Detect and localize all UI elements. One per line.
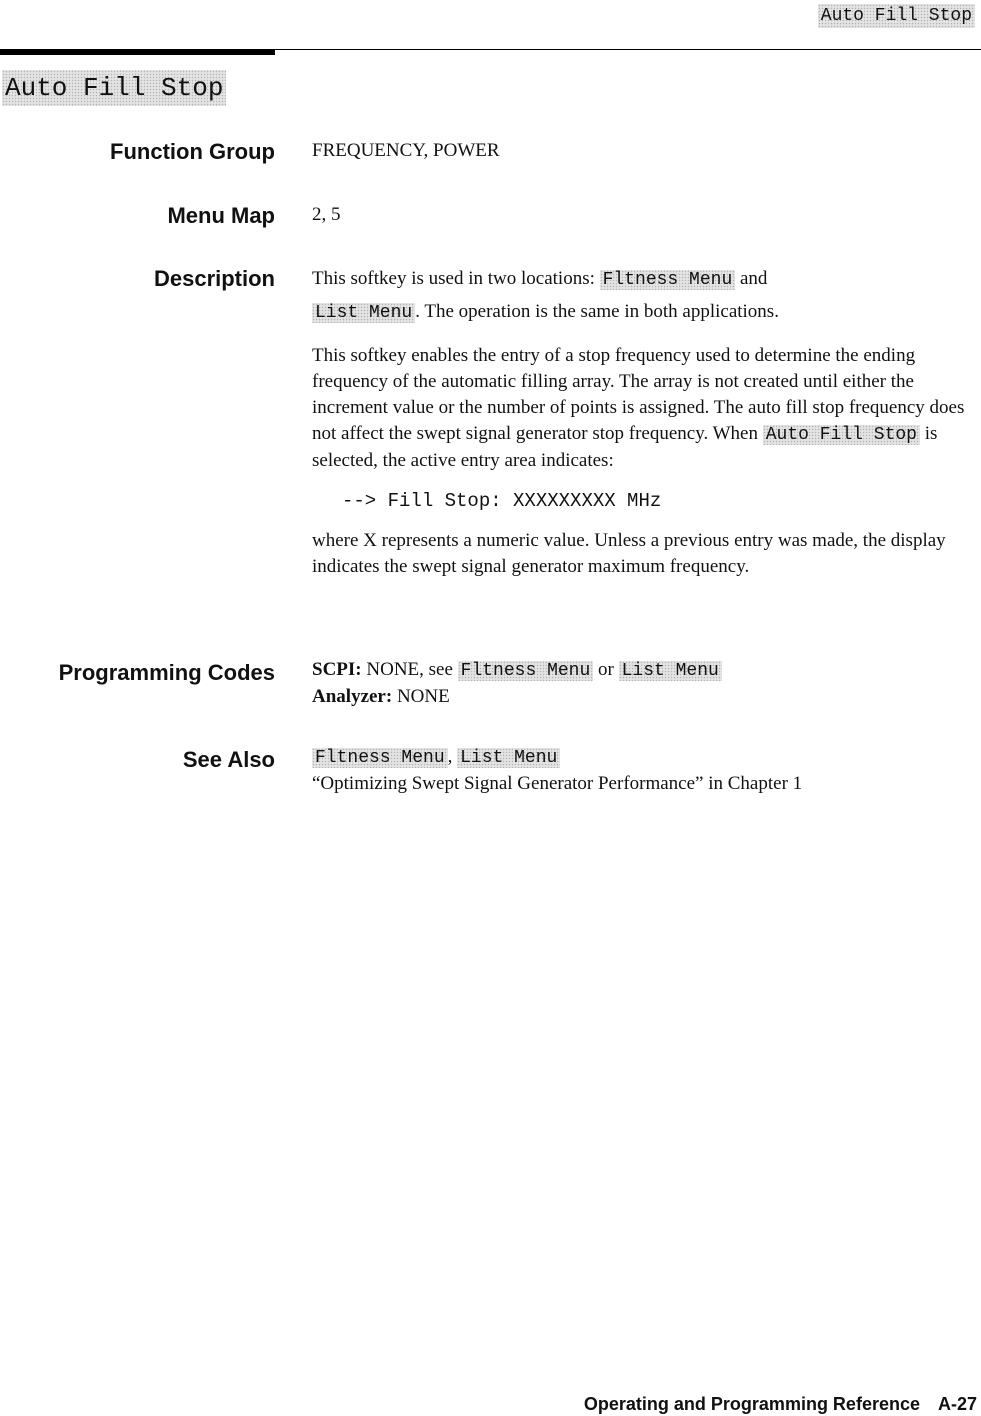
page-footer: [584, 1392, 977, 1416]
running-head-title: Auto Fill Stop: [818, 4, 975, 28]
function-group-label: Function Group: [110, 139, 275, 164]
analyzer-line: [312, 684, 980, 710]
scpi-text: NONE, see: [366, 659, 453, 680]
footer-section-title: Operating and Programming Reference: [583, 1394, 920, 1414]
see-also-reference: “Optimizing Swept Signal Generator Performance” in Chapter 1: [312, 773, 803, 794]
active-entry-readout: --> Fill Stop: XXXXXXXXX MHz: [342, 490, 662, 512]
footer-page-number: A-27: [937, 1394, 977, 1414]
see-also-keys: [312, 744, 980, 771]
description-p2-text-a: This softkey enables the entry of a stop frequency used to determine the ending frequency of the automatic filling array. The array is not created until either the increment value or the number of points is assigned. The auto fill stop frequency does not affect the swept signal generator stop frequency. When: [312, 345, 965, 444]
see-also-section: [312, 744, 980, 797]
see-also-separator: ,: [447, 746, 453, 767]
function-group-section: [312, 138, 980, 164]
page-title: Auto Fill Stop: [2, 70, 226, 106]
programming-codes-label: Programming Codes: [58, 660, 275, 685]
menu-map-label: Menu Map: [167, 203, 275, 228]
analyzer-text: NONE: [396, 686, 450, 707]
scpi-line: [312, 657, 980, 684]
see-also-list-menu-softkey: List Menu: [457, 748, 560, 768]
description-label: Description: [153, 266, 275, 291]
programming-codes-section: [312, 657, 980, 710]
description-p2-text-b: is selected, the active entry area indicates:: [312, 423, 938, 471]
description-para-2: [312, 343, 980, 474]
scpi-fltness-menu-softkey: Fltness Menu: [458, 661, 594, 681]
header-rule-thick: [0, 49, 275, 55]
description-para-1: [312, 263, 980, 329]
menu-map-value: 2, 5: [312, 204, 341, 225]
description-p1-text-a: This softkey is used in two locations:: [312, 268, 595, 289]
description-p1-text-b: and: [740, 268, 768, 289]
see-also-fltness-menu-softkey: Fltness Menu: [312, 748, 448, 768]
scpi-list-menu-softkey: List Menu: [619, 661, 722, 681]
scpi-or: or: [598, 659, 614, 680]
list-menu-softkey: List Menu: [312, 303, 415, 323]
see-also-label: See Also: [182, 747, 275, 772]
description-section: [312, 263, 980, 580]
header-rule-thin: [275, 49, 981, 50]
function-group-value: FREQUENCY, POWER: [312, 140, 500, 161]
auto-fill-stop-softkey: Auto Fill Stop: [763, 425, 920, 445]
analyzer-label: Analyzer:: [312, 686, 393, 707]
description-para-3: where X represents a numeric value. Unless a previous entry was made, the display indicates the swept signal generator maximum frequency.: [312, 530, 946, 577]
menu-map-section: [312, 202, 980, 228]
fltness-menu-softkey: Fltness Menu: [600, 270, 736, 290]
description-p1-text-c: . The operation is the same in both applications.: [415, 301, 779, 322]
scpi-label: SCPI:: [312, 659, 362, 680]
